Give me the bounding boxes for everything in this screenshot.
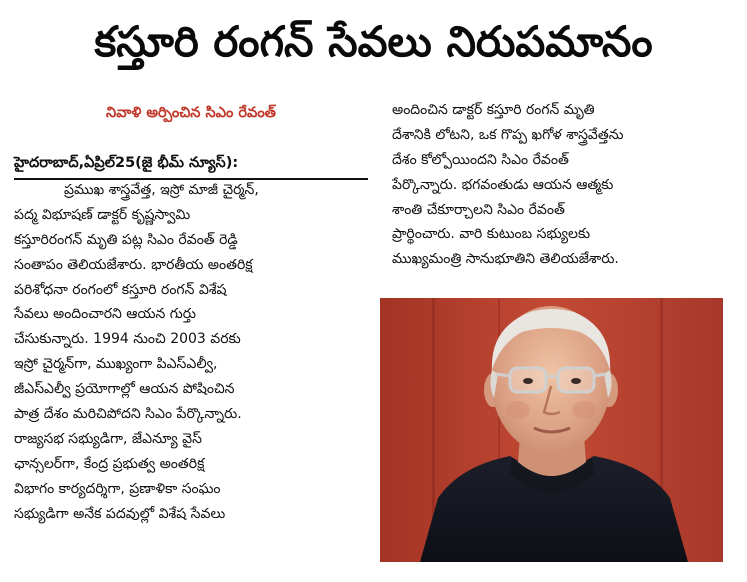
body-line: పరిశోధనా రంగంలో కస్తూరి రంగన్ విశేష <box>14 281 227 298</box>
body-line: ఛాన్సలర్‌గా, కేంద్ర ప్రభుత్వ అంతరిక్ష <box>14 455 205 472</box>
body-line: రాజ్యసభ సభ్యుడిగా, జేఎన్యూ వైస్ <box>14 430 202 447</box>
body-line: శాంతి చేకూర్చాలని సిఎం రేవంత్ <box>392 201 565 218</box>
body-line: పాత్ర దేశం మరిచిపోదని సిఎం పేర్కొన్నారు. <box>14 406 242 423</box>
article-subheadline: నివాళి అర్పించిన సిఎం రేవంత్ <box>106 105 276 121</box>
body-line: జీఎస్ఎల్వీ ప్రయోగాల్లో ఆయన పోషించిన <box>14 381 235 398</box>
body-line: ముఖ్యమంత్రి సానుభూతిని తెలియజేశారు. <box>392 251 619 268</box>
body-line: అందించిన డాక్టర్ కస్తూరి రంగన్ మృతి <box>392 102 595 118</box>
body-line: ఇస్రో చైర్మన్‌గా, ముఖ్యంగా పిఎస్ఎల్వీ, <box>14 356 218 373</box>
body-line: కస్తూరిరంగన్ మృతి పట్ల సిఎం రేవంత్ రెడ్డి <box>14 231 238 248</box>
body-line: పేర్కొన్నారు. భగవంతుడు ఆయన ఆత్మకు <box>392 176 614 193</box>
body-line: చేసుకున్నారు. 1994 నుంచి 2003 వరకు <box>14 331 241 348</box>
body-line: సేవలు అందించారని ఆయన గుర్తు <box>14 306 196 323</box>
body-line: సంతాపం తెలియజేశారు. భారతీయ అంతరిక్ష <box>14 256 253 273</box>
body-line: విభాగం కార్యదర్శిగా, ప్రణాళికా సంఘం <box>14 480 221 497</box>
article-headline: కస్తూరి రంగన్ సేవలు నిరుపమానం <box>94 17 653 66</box>
body-line: ప్రార్థించారు. వారి కుటుంబ సభ్యులకు <box>392 226 591 243</box>
article-body-right-column <box>392 98 732 272</box>
article-dateline: హైదరాబాద్,ఏప్రిల్25(జై భీమ్ న్యూస్): <box>14 152 368 180</box>
portrait-photo <box>380 298 723 562</box>
body-line: సభ్యుడిగా అనేక పదవుల్లో విశేష సేవలు <box>14 505 226 522</box>
body-line: దేశం కోల్పోయిందని సిఎం రేవంత్ <box>392 151 569 168</box>
article-body-left-column <box>14 178 368 526</box>
portrait-illustration <box>380 298 723 562</box>
body-line: ప్రముఖ శాస్త్రవేత్త, ఇస్రో మాజీ చైర్మన్, <box>64 182 259 198</box>
body-line: పద్మ విభూషణ్ డాక్టర్ కృష్ణస్వామి <box>14 206 191 223</box>
body-line: దేశానికి లోటని, ఒక గొప్ప ఖగోళ శాస్త్రవేత్తను <box>392 126 624 143</box>
